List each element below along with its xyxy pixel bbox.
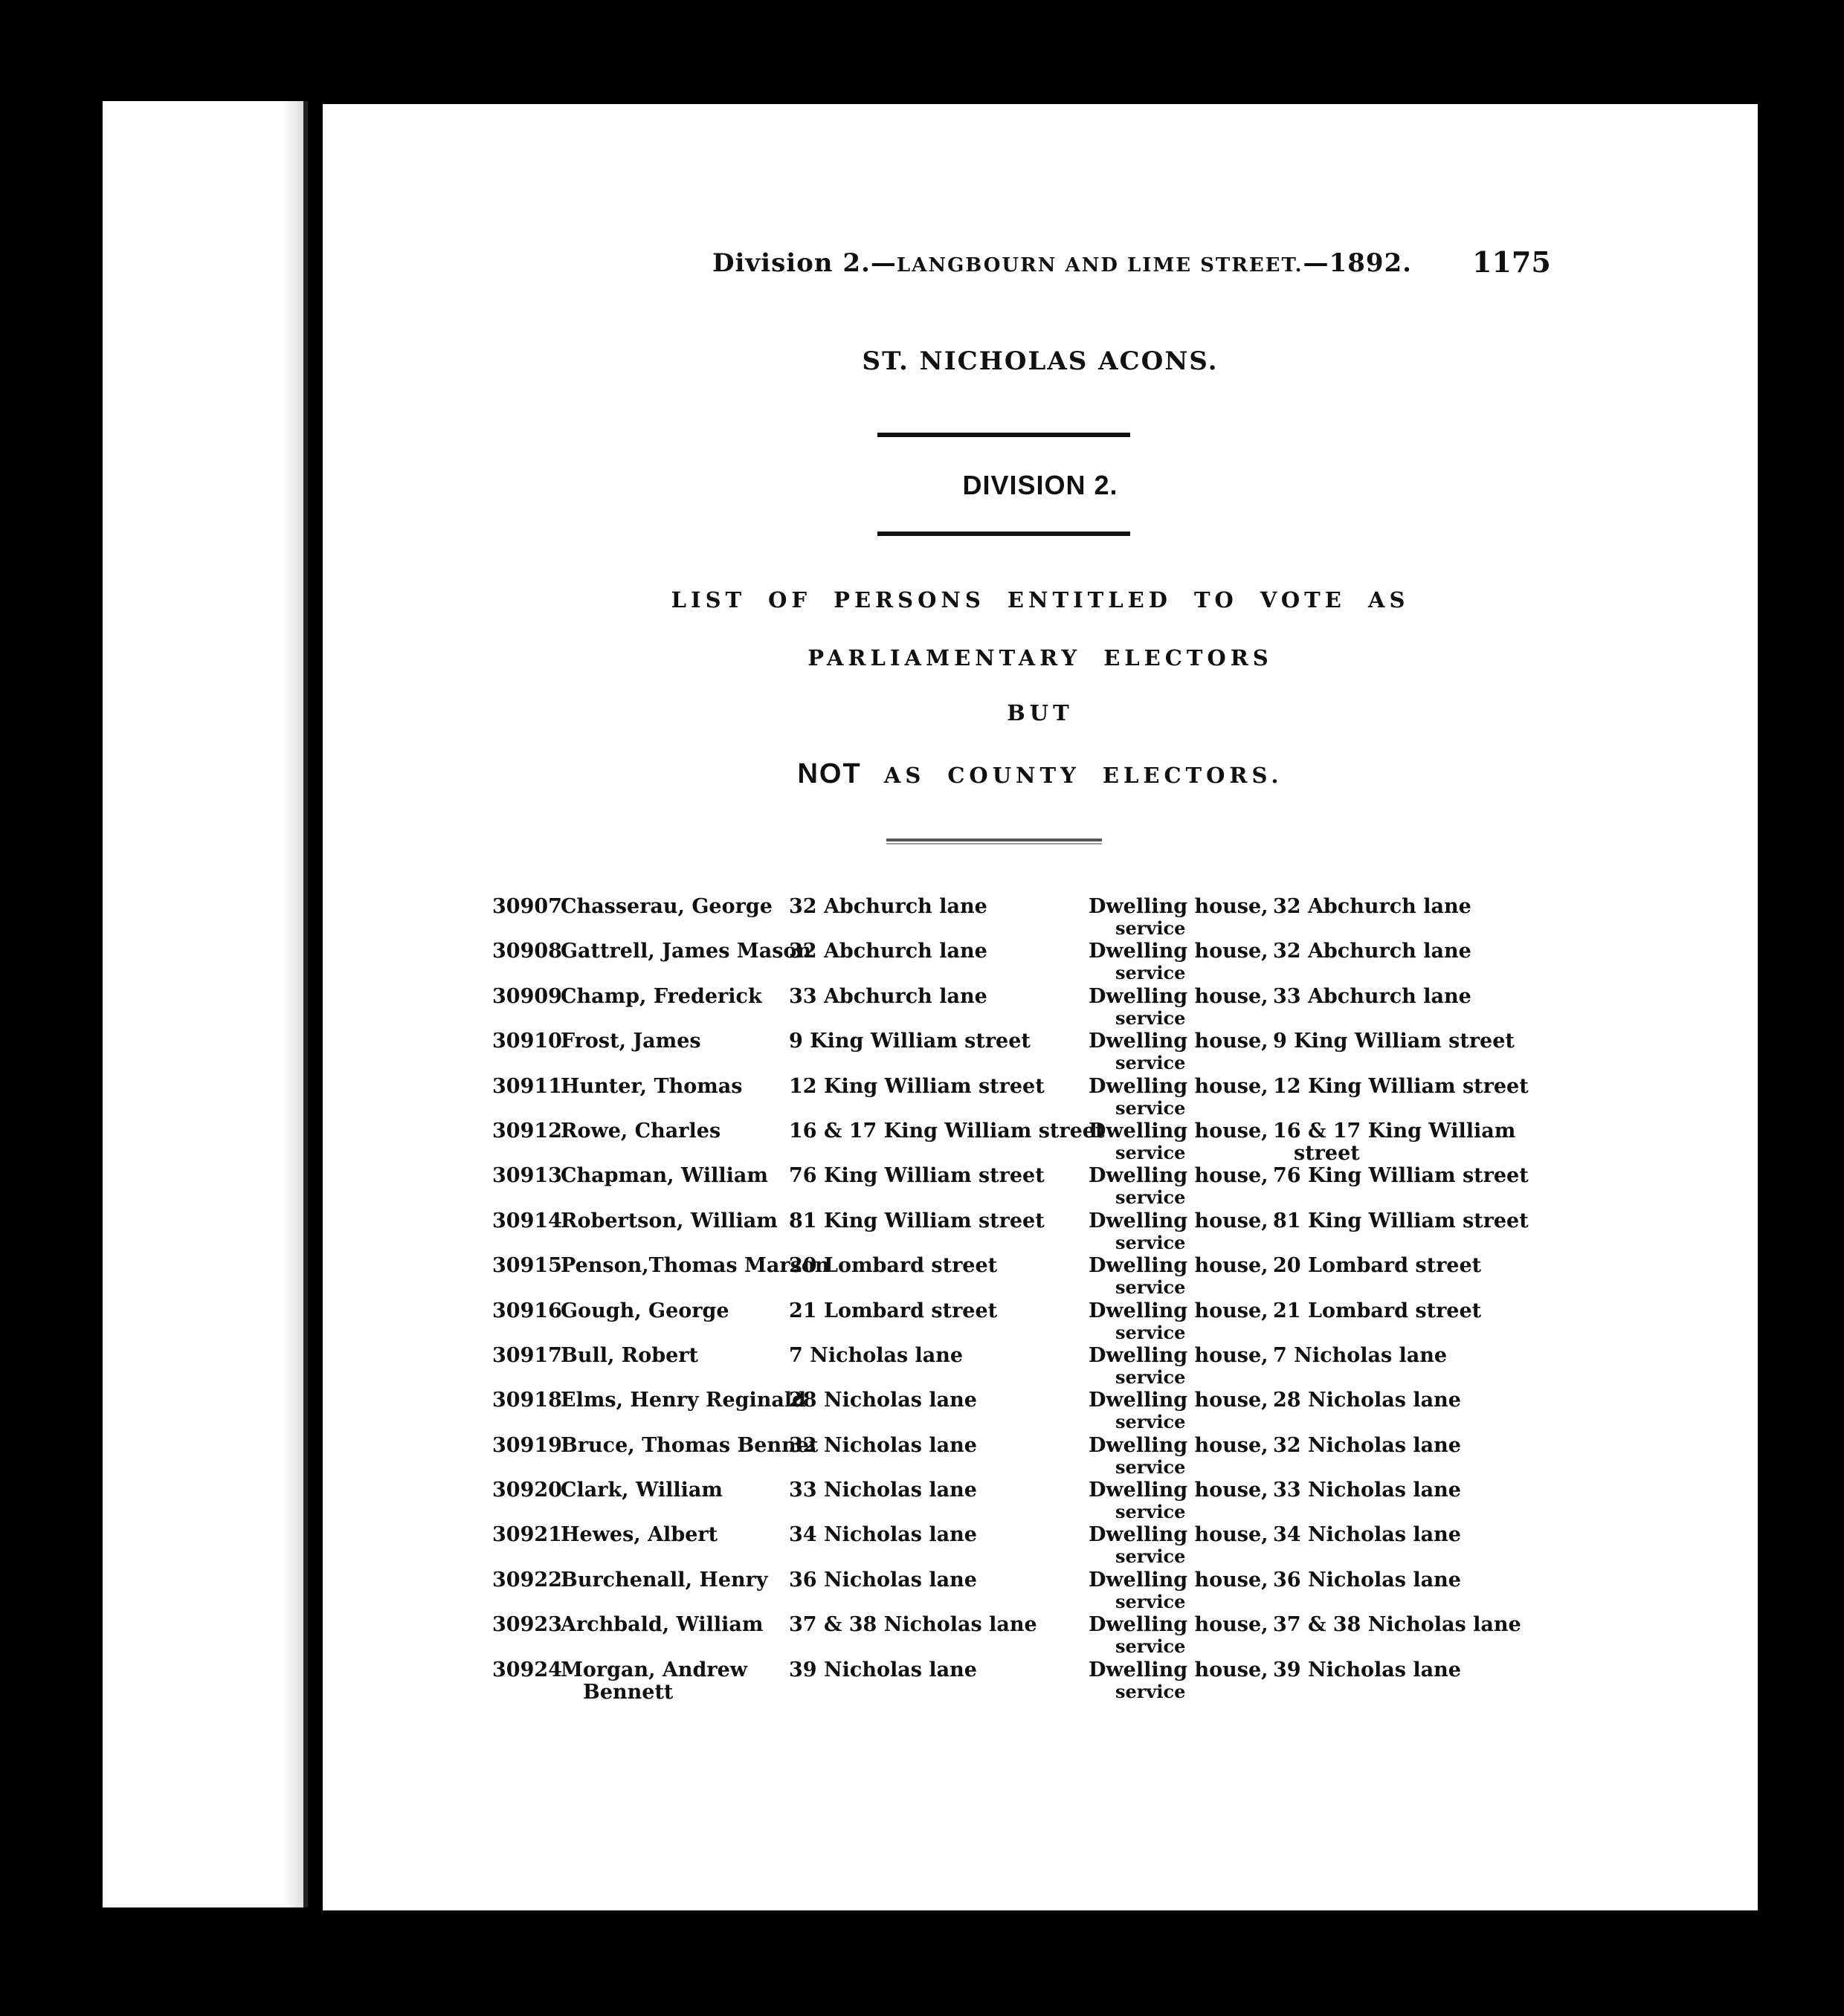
elector-entry	[323, 1209, 1758, 1254]
entry-number: 30912	[492, 1119, 562, 1143]
list-title-line-3: BUT	[1007, 700, 1074, 726]
entry-qualification: Dwelling house,	[1089, 1209, 1268, 1232]
entry-name: Archbald, William	[561, 1613, 764, 1637]
entry-qualification-cont: service	[1115, 1321, 1186, 1343]
entry-name: Elms, Henry Reginald	[561, 1389, 807, 1412]
entry-qualification-cont: service	[1115, 1141, 1186, 1163]
elector-entry	[323, 1254, 1758, 1299]
entry-abode: 20 Lombard street	[789, 1254, 998, 1278]
entry-description: 39 Nicholas lane	[1273, 1658, 1461, 1681]
list-title-line-1: LIST OF PERSONS ENTITLED TO VOTE AS	[671, 587, 1410, 613]
register-page	[323, 104, 1758, 1910]
elector-entry	[323, 1568, 1758, 1613]
entry-abode: 28 Nicholas lane	[789, 1389, 977, 1412]
list-title-line-4	[323, 758, 1758, 790]
entry-qualification: Dwelling house,	[1089, 895, 1268, 918]
entry-abode: 21 Lombard street	[789, 1299, 998, 1322]
entry-description: 16 & 17 King William	[1273, 1119, 1516, 1143]
entry-name: Robertson, William	[561, 1209, 778, 1232]
entry-abode: 37 & 38 Nicholas lane	[789, 1613, 1037, 1637]
entry-name-cont: Bennett	[583, 1680, 674, 1704]
entry-qualification: Dwelling house,	[1089, 1568, 1268, 1592]
entry-description: 33 Nicholas lane	[1273, 1479, 1461, 1502]
entry-number: 30919	[492, 1433, 562, 1457]
left-page-edge	[103, 101, 308, 1907]
entry-description: 28 Nicholas lane	[1273, 1389, 1461, 1412]
elector-entry	[323, 895, 1758, 940]
entry-description: 12 King William street	[1273, 1074, 1529, 1098]
entry-qualification-cont: service	[1115, 1186, 1186, 1209]
entry-abode: 32 Nicholas lane	[789, 1433, 977, 1457]
running-head-prefix: Division 2.—	[712, 248, 897, 278]
entry-name: Frost, James	[561, 1030, 701, 1053]
entry-number: 30911	[492, 1074, 562, 1098]
entry-description: 21 Lombard street	[1273, 1299, 1482, 1322]
running-head-year: —1892.	[1303, 248, 1413, 278]
entry-number: 30913	[492, 1164, 562, 1188]
page-number: 1175	[1472, 245, 1551, 279]
elector-entry	[323, 1613, 1758, 1658]
entry-qualification-cont: service	[1115, 962, 1186, 984]
entry-description: 32 Abchurch lane	[1273, 940, 1471, 963]
entry-qualification: Dwelling house,	[1089, 1299, 1268, 1322]
entry-abode: 34 Nicholas lane	[789, 1523, 977, 1547]
entry-number: 30917	[492, 1343, 562, 1367]
entry-qualification: Dwelling house,	[1089, 1479, 1268, 1502]
entry-abode: 33 Abchurch lane	[789, 984, 987, 1008]
entry-name: Burchenall, Henry	[561, 1568, 768, 1592]
division-heading: DIVISION 2.	[962, 470, 1118, 500]
running-head-ward: LANGBOURN AND LIME STREET.	[896, 254, 1303, 277]
entry-description: 76 King William street	[1273, 1164, 1529, 1188]
entry-number: 30922	[492, 1568, 562, 1592]
elector-entry	[323, 985, 1758, 1030]
entry-description: 34 Nicholas lane	[1273, 1523, 1461, 1547]
entry-name: Hunter, Thomas	[561, 1074, 743, 1098]
elector-entry	[323, 1434, 1758, 1479]
elector-entry	[323, 1479, 1758, 1523]
entry-qualification: Dwelling house,	[1089, 1119, 1268, 1143]
entry-qualification-cont: service	[1115, 1411, 1186, 1433]
divider-rule	[886, 839, 1102, 841]
entry-qualification: Dwelling house,	[1089, 940, 1268, 963]
entry-abode: 33 Nicholas lane	[789, 1479, 977, 1502]
page-gutter	[283, 101, 303, 1907]
entry-qualification: Dwelling house,	[1089, 984, 1268, 1008]
entry-abode: 32 Abchurch lane	[789, 940, 987, 963]
entry-number: 30907	[492, 895, 562, 918]
entry-number: 30915	[492, 1254, 562, 1278]
elector-entry	[323, 1344, 1758, 1389]
entry-qualification-cont: service	[1115, 1590, 1186, 1612]
elector-entry	[323, 1075, 1758, 1120]
elector-entry	[323, 1299, 1758, 1344]
parish-title: ST. NICHOLAS ACONS.	[862, 346, 1219, 376]
elector-entry	[323, 1030, 1758, 1074]
entry-qualification-cont: service	[1115, 1052, 1186, 1074]
entry-qualification-cont: service	[1115, 1501, 1186, 1523]
entry-number: 30910	[492, 1030, 562, 1053]
entry-description: 33 Abchurch lane	[1273, 984, 1471, 1008]
entry-qualification-cont: service	[1115, 917, 1186, 939]
entry-number: 30924	[492, 1658, 562, 1681]
entry-qualification: Dwelling house,	[1089, 1433, 1268, 1457]
entry-name: Hewes, Albert	[561, 1523, 718, 1547]
entry-qualification-cont: service	[1115, 1231, 1186, 1253]
entry-qualification-cont: service	[1115, 1366, 1186, 1388]
entry-number: 30914	[492, 1209, 562, 1232]
entry-qualification-cont: service	[1115, 1545, 1186, 1568]
entry-abode: 7 Nicholas lane	[789, 1343, 964, 1367]
entry-abode: 36 Nicholas lane	[789, 1568, 977, 1592]
entry-abode: 16 & 17 King William street	[789, 1119, 1105, 1143]
elector-entry	[323, 1120, 1758, 1164]
entry-qualification: Dwelling house,	[1089, 1613, 1268, 1637]
entry-abode: 76 King William street	[789, 1164, 1045, 1188]
entry-description: 32 Abchurch lane	[1273, 895, 1471, 918]
list-title-line-4-rest: AS COUNTY ELECTORS.	[883, 763, 1283, 788]
entry-qualification: Dwelling house,	[1089, 1343, 1268, 1367]
entry-number: 30921	[492, 1523, 562, 1547]
entry-qualification: Dwelling house,	[1089, 1658, 1268, 1681]
entry-qualification: Dwelling house,	[1089, 1389, 1268, 1412]
entry-abode: 32 Abchurch lane	[789, 895, 987, 918]
entry-description: 36 Nicholas lane	[1273, 1568, 1461, 1592]
bottom-rule	[877, 532, 1130, 536]
entry-qualification-cont: service	[1115, 1007, 1186, 1029]
entry-name: Gattrell, James Mason	[561, 940, 812, 963]
list-title-line-2: PARLIAMENTARY ELECTORS	[807, 645, 1273, 671]
entry-number: 30908	[492, 940, 562, 963]
entry-number: 30923	[492, 1613, 562, 1637]
entry-number: 30916	[492, 1299, 562, 1322]
entry-qualification-cont: service	[1115, 1680, 1186, 1702]
entry-qualification-cont: service	[1115, 1276, 1186, 1299]
entry-qualification: Dwelling house,	[1089, 1254, 1268, 1278]
divider-rule-thin	[886, 843, 1102, 844]
entry-qualification-cont: service	[1115, 1096, 1186, 1119]
entry-description-cont: street	[1294, 1141, 1360, 1165]
entry-description: 9 King William street	[1273, 1030, 1515, 1053]
entry-description: 37 & 38 Nicholas lane	[1273, 1613, 1521, 1637]
top-rule	[877, 433, 1130, 437]
entry-abode: 81 King William street	[789, 1209, 1045, 1232]
entry-name: Bull, Robert	[561, 1343, 698, 1367]
elector-entry	[323, 940, 1758, 984]
entry-number: 30920	[492, 1479, 562, 1502]
entry-name: Chasserau, George	[561, 895, 773, 918]
elector-entry	[323, 1523, 1758, 1568]
elector-entry	[323, 1658, 1758, 1703]
entry-name: Clark, William	[561, 1479, 723, 1502]
entry-number: 30909	[492, 984, 562, 1008]
entry-qualification-cont: service	[1115, 1456, 1186, 1478]
entry-qualification-cont: service	[1115, 1635, 1186, 1658]
entry-description: 32 Nicholas lane	[1273, 1433, 1461, 1457]
entry-qualification: Dwelling house,	[1089, 1523, 1268, 1547]
entry-description: 7 Nicholas lane	[1273, 1343, 1448, 1367]
entry-name: Bruce, Thomas Bennet	[561, 1433, 819, 1457]
entry-description: 20 Lombard street	[1273, 1254, 1482, 1278]
entry-name: Champ, Frederick	[561, 984, 762, 1008]
elector-entry	[323, 1164, 1758, 1209]
entry-description: 81 King William street	[1273, 1209, 1529, 1232]
entry-name: Penson,Thomas Marson	[561, 1254, 830, 1278]
entry-number: 30918	[492, 1389, 562, 1412]
entry-name: Gough, George	[561, 1299, 729, 1322]
elector-list	[323, 895, 1758, 1703]
entry-qualification: Dwelling house,	[1089, 1030, 1268, 1053]
entry-abode: 12 King William street	[789, 1074, 1045, 1098]
entry-name: Morgan, Andrew	[561, 1658, 748, 1681]
entry-abode: 39 Nicholas lane	[789, 1658, 977, 1681]
not-word: NOT	[797, 758, 862, 789]
entry-name: Rowe, Charles	[561, 1119, 721, 1143]
entry-abode: 9 King William street	[789, 1030, 1031, 1053]
elector-entry	[323, 1389, 1758, 1433]
entry-qualification: Dwelling house,	[1089, 1164, 1268, 1188]
entry-name: Chapman, William	[561, 1164, 768, 1188]
entry-qualification: Dwelling house,	[1089, 1074, 1268, 1098]
running-head	[712, 248, 1500, 278]
